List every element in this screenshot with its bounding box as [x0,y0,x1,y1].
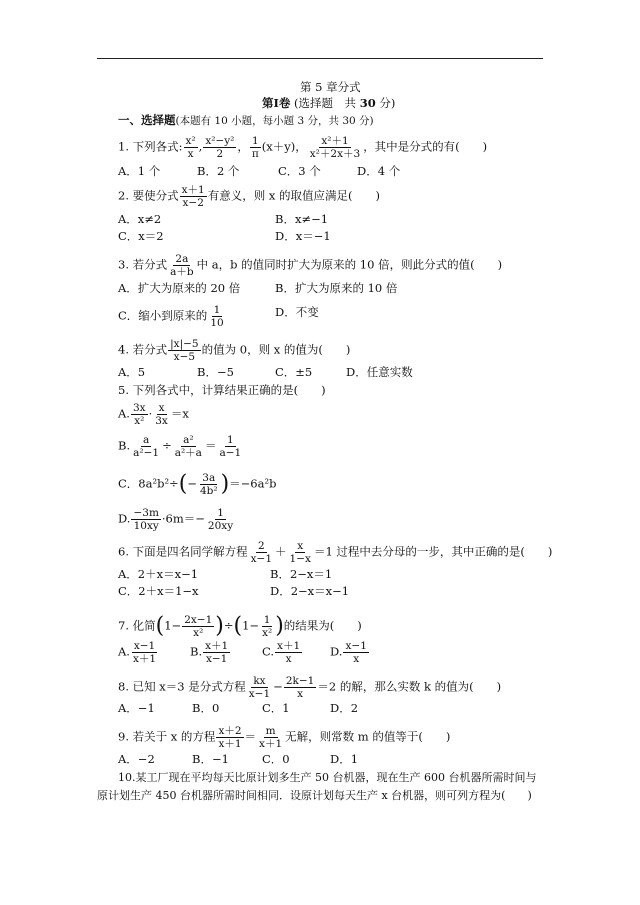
question-9: 9. 若关于 x 的方程 $\frac{x+2}{x+1}$ ＝ $\frac{m}{x+1}$ 无解，则常数 m 的值等于( ) [118,725,451,750]
q7-option-c[interactable]: C. $\frac{x+1}{x}$ [262,640,301,665]
volume-note: (选择题 共 [294,96,357,110]
fraction: $\frac{\text{x²＋1}}{\text{x²＋2x＋3}}$ [309,135,361,160]
q5-option-c[interactable]: C．8a²b²÷(− $\frac{3a}{\text{4b²}}$ )＝−6a²b [118,471,277,497]
q7-option-a[interactable]: A. $\frac{x-1}{x+1}$ [118,640,157,665]
question-10-continued: 原计划生产 450 台机器所需时间相同．设原计划每天生产 x 台机器，则可列方程为( ) [97,789,532,802]
q1-option-d[interactable]: D．4 个 [357,164,401,178]
volume-label: 第Ⅰ卷 [262,96,291,110]
q1-option-b[interactable]: B．2 个 [197,164,240,178]
q7-option-d[interactable]: D. $\frac{x-1}{x}$ [330,640,367,665]
chapter-title: 第 5 章分式 [300,80,361,94]
section-note: (本题有 10 小题，每小题 3 分，共 30 分) [175,115,374,127]
question-1: 1. 下列各式: $\frac{\text{x²}}{x}$ , $\frac{\text{x²−y²}}{2}$ ， $\frac{1}{\pi}$ (x＋y)， $\frac{\text{x²＋1}}{\text{x²＋2x＋3}}$ ，其中是分式的有( ) [118,135,488,160]
question-number: 1. [118,139,129,154]
volume-score: 30 [359,96,376,110]
q4-option-c[interactable]: C．±5 [275,365,313,379]
q7-option-b[interactable]: B. $\frac{x+1}{x-1}$ [190,640,229,665]
q3-option-d[interactable]: D．不变 [275,305,319,319]
question-text: 下列各式: [132,139,183,154]
fraction: $\frac{x+1}{x-2}$ [181,184,205,209]
fraction: $\frac{|x|-5}{x-5}$ [170,338,199,363]
q9-option-b[interactable]: B．−1 [192,752,229,766]
question-10: 10.某工厂现在平均每天比原计划多生产 50 台机器，现在生产 600 台机器所需时间与 [118,771,537,784]
q5-option-a[interactable]: A. $\frac{3x}{\text{x²}}$ · $\frac{x}{3x}$ ＝x [118,402,189,427]
q4-option-b[interactable]: B．−5 [197,365,234,379]
q8-option-d[interactable]: D．2 [330,701,359,715]
q6-option-a[interactable]: A．2＋x＝x−1 [118,567,199,581]
q1-option-a[interactable]: A．1 个 [118,164,161,178]
volume-unit: 分) [379,96,396,110]
q2-option-d[interactable]: D．x＝−1 [275,229,331,243]
fraction: $\frac{1}{\pi}$ [251,135,259,160]
fraction: $\frac{2a}{a+b}$ [170,253,194,278]
q3-option-b[interactable]: B．扩大为原来的 10 倍 [275,281,398,295]
q8-option-b[interactable]: B．0 [192,701,220,715]
q9-option-d[interactable]: D．1 [330,752,359,766]
section-title: 一、选择题 [118,113,176,127]
question-6: 6. 下面是四名同学解方程 $\frac{2}{x-1}$ ＋ $\frac{x}{1-x}$ ＝1 过程中去分母的一步，其中正确的是( ) [118,540,553,565]
question-3: 3. 若分式 $\frac{2a}{a+b}$ 中 a，b 的值同时扩大为原来的 10 倍，则此分式的值( ) [118,253,503,278]
section-heading [118,113,374,128]
q6-option-c[interactable]: C．2＋x＝1−x [118,584,199,598]
q9-option-c[interactable]: C．0 [262,752,290,766]
question-5: 5. 下列各式中，计算结果正确的是( ) [118,383,326,397]
q5-option-b[interactable]: B. $\frac{a}{\text{a²−1}}$ ÷ $\frac{\text{a²}}{\text{a²＋a}}$ ＝ $\frac{1}{a-1}$ [118,434,242,459]
volume-heading [262,96,395,110]
q3-option-a[interactable]: A．扩大为原来的 20 倍 [118,281,241,295]
q2-option-b[interactable]: B．x≠−1 [275,212,329,226]
q5-option-d[interactable]: D. $\frac{-3m}{10xy}$ ·6m＝− $\frac{1}{20xy}$ [118,507,234,532]
q2-option-a[interactable]: A．x≠2 [118,212,162,226]
q8-option-a[interactable]: A．−1 [118,701,155,715]
fraction: $\frac{\text{x²}}{x}$ [185,135,196,160]
q6-option-b[interactable]: B．2−x＝1 [270,567,333,581]
question-7: 7. 化简(1− $\frac{2x-1}{\text{x²}}$ )÷(1− $\frac{1}{\text{x²}}$ )的结果为( ) [118,613,362,639]
q8-option-c[interactable]: C．1 [262,701,290,715]
question-2: 2. 要使分式 $\frac{x+1}{x-2}$ 有意义，则 x 的取值应满足( ) [118,184,381,209]
q3-option-c[interactable]: C．缩小到原来的 $\frac{1}{10}$ [118,304,224,329]
q2-option-c[interactable]: C．x＝2 [118,229,164,243]
q1-option-c[interactable]: C．3 个 [278,164,321,178]
q4-option-a[interactable]: A．5 [118,365,146,379]
fraction: $\frac{1}{10}$ [210,304,224,329]
header-rule [97,58,543,59]
q9-option-a[interactable]: A．−2 [118,752,155,766]
q4-option-d[interactable]: D．任意实数 [346,365,413,379]
question-8: 8. 已知 x＝3 是分式方程 $\frac{kx}{x-1}$ − $\frac{2k-1}{x}$ ＝2 的解，那么实数 k 的值为( ) [118,675,502,700]
q6-option-d[interactable]: D．2−x＝x−1 [270,584,350,598]
fraction: $\frac{\text{x²−y²}}{2}$ [205,135,235,160]
question-4: 4. 若分式 $\frac{|x|-5}{x-5}$ 的值为 0，则 x 的值为( ) [118,338,351,363]
